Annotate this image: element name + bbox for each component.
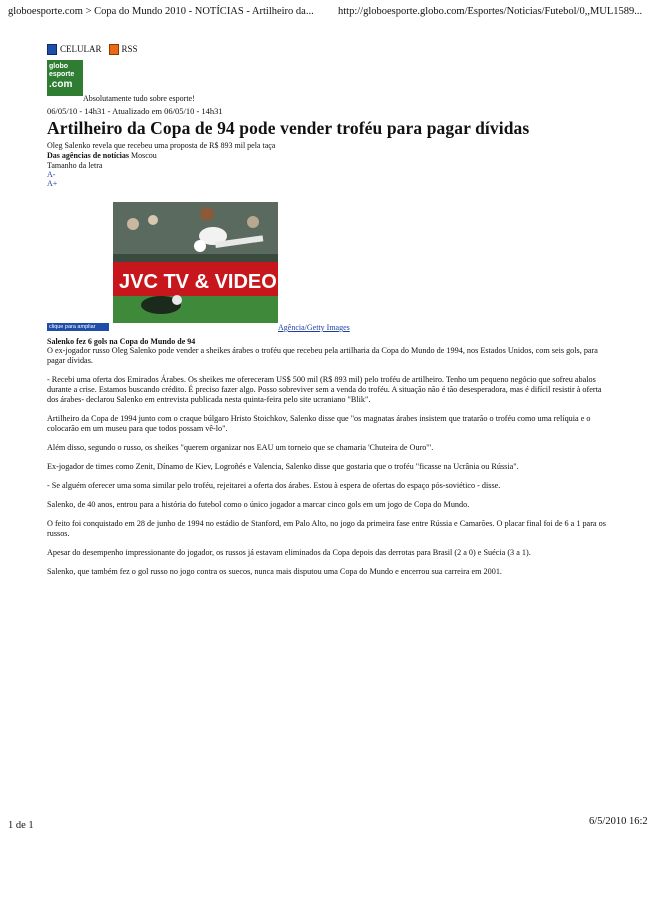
celular-link[interactable]: CELULAR <box>60 44 102 54</box>
salenko-photo <box>113 202 278 323</box>
source-city: Moscou <box>131 151 157 160</box>
page-count: 1 de 1 <box>8 820 34 831</box>
mobile-icon[interactable] <box>47 44 57 55</box>
print-date: 6/5/2010 16:2 <box>589 816 648 827</box>
source-agency: Das agências de notícias <box>47 151 129 160</box>
article-subtitle: Oleg Salenko revela que recebeu uma proposta de R$ 893 mil pela taça <box>47 141 276 150</box>
paragraph: Apesar do desempenho impressionante do jogador, os russos já estavam eliminados da Copa depois das derrotas para Brasil (2 a 0) e Suécia (3 a 1). <box>47 548 531 557</box>
paragraph: O ex-jogador russo Oleg Salenko pode vender a sheikes árabes o troféu que recebeu pela artilharia da Copa do Mundo de 1994, nos Estados Unidos, com seis gols, para pagar dívidas. <box>47 346 598 365</box>
date-line: 06/05/10 - 14h31 - Atualizado em 06/05/10 - 14h31 <box>47 106 223 116</box>
paragraph: Ex-jogador de times como Zenit, Dínamo de Kiev, Logroñés e Valencia, Salenko disse que gostaria que o troféu "ficasse na Ucrânia ou Rússia". <box>47 462 519 471</box>
print-header <box>8 6 641 20</box>
article-body <box>47 346 607 577</box>
paragraph: - Se alguém oferecer uma soma similar pelo troféu, rejeitarei a oferta dos árabes. Estou à espera de ofertas do espaço pós-soviético - disse. <box>47 481 501 490</box>
print-header-title: globoesporte.com > Copa do Mundo 2010 - NOTÍCIAS - Artilheiro da... <box>8 6 314 17</box>
photo-caption: Salenko fez 6 gols na Copa do Mundo de 94 <box>47 337 196 346</box>
masthead <box>47 60 607 104</box>
paragraph: Salenko, de 40 anos, entrou para a história do futebol como o único jogador a marcar cinco gols em um jogo de Copa do Mundo. <box>47 500 470 509</box>
paragraph: - Recebi uma oferta dos Emirados Árabes. Os sheikes me ofereceram US$ 500 mil (R$ 893 mil) pelo troféu de artilheiro. Tenho um pequeno negócio que sofreu abalos durante a crise. Estamos buscando crédito. É preciso fazer algo. Posso sobreviver sem a venda do troféu. A situação não é tão desesperadora, mas é difícil resistir à oferta dos árabes- declarou Salenko em entrevista publicada nesta quinta-feira pelo site ucraniano "Blik". <box>47 375 602 404</box>
photo-credit-link[interactable]: Agência/Getty Images <box>278 323 350 332</box>
article-page <box>47 42 607 586</box>
article-photo[interactable] <box>113 202 278 323</box>
rss-link[interactable]: RSS <box>121 44 138 54</box>
article-source <box>47 151 607 160</box>
paragraph: Artilheiro da Copa de 1994 junto com o craque búlgaro Hristo Stoichkov, Salenko disse que "os magnatas árabes insistem que tratarão o troféu como uma relíquia e o colocarão em um museu para que todos possam vê-lo". <box>47 414 591 433</box>
tagline: Absolutamente tudo sobre esporte! <box>83 94 195 103</box>
rss-icon[interactable] <box>109 44 119 55</box>
paragraph: Salenko, que também fez o gol russo no jogo contra os suecos, nunca mais disputou uma Copa do Mundo e encerrou sua carreira em 2001. <box>47 567 502 576</box>
globoesporte-logo[interactable]: globo esporte .com <box>47 60 83 96</box>
zoom-button[interactable]: clique para ampliar <box>47 323 109 331</box>
print-header-url: http://globoesporte.globo.com/Esportes/Noticias/Futebol/0,,MUL1589... <box>338 6 643 17</box>
photo-caption-row <box>47 323 607 337</box>
paragraph: O feito foi conquistado em 28 de junho de 1994 no estádio de Stanford, em Palo Alto, no jogo da primeira fase entre Rússia e Camarões. O placar final foi de 6 a 1 para os russos. <box>47 519 606 538</box>
banner-text: JVC TV & VIDEO <box>119 271 277 293</box>
text-size-label: Tamanho da letra <box>47 161 103 170</box>
paragraph: Além disso, segundo o russo, os sheikes "querem organizar nos EAU um torneio que se chamaria 'Chuteira de Ouro'". <box>47 443 434 452</box>
font-smaller-link[interactable]: A- <box>47 170 56 179</box>
article-title: Artilheiro da Copa de 94 pode vender troféu para pagar dívidas <box>47 118 530 138</box>
top-links <box>47 42 607 56</box>
font-larger-link[interactable]: A+ <box>47 179 58 188</box>
